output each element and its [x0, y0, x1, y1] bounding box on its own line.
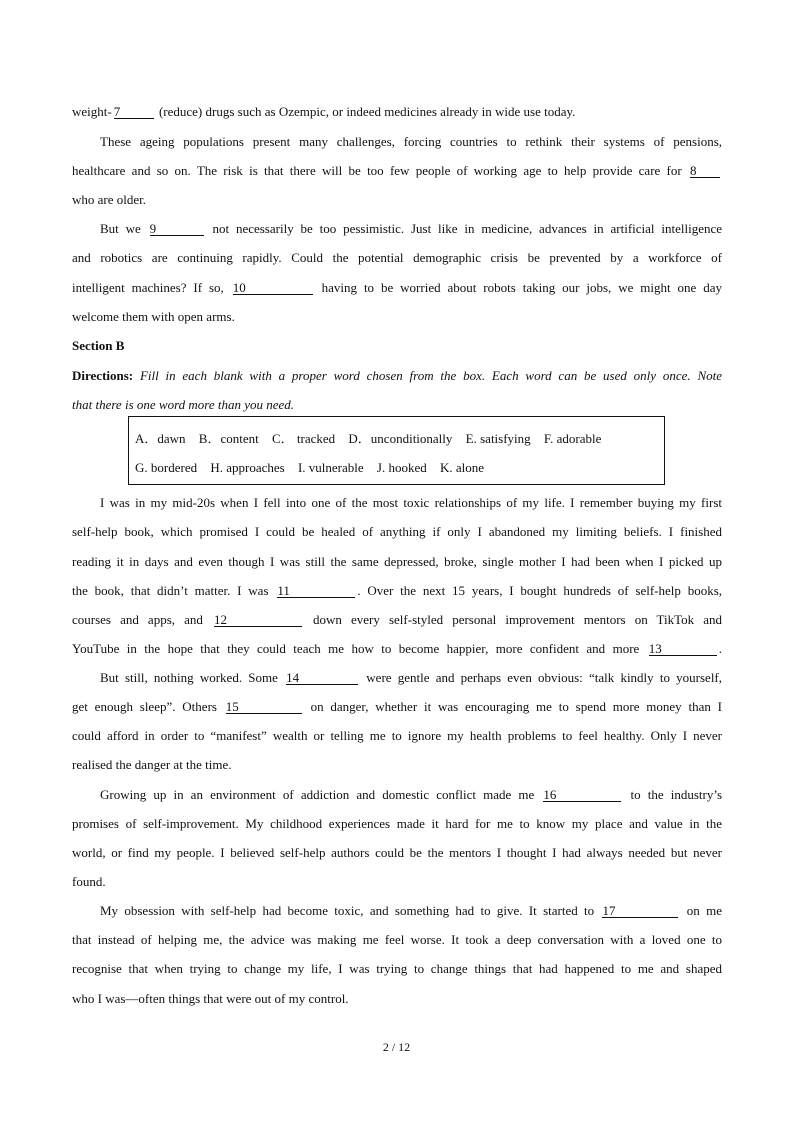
page-number: 2 / 12 [382, 1040, 411, 1054]
blank-17[interactable]: 17 [602, 904, 678, 918]
paragraph-line: YouTube in the hope that they could teach me how to become happier, more confident and more 13 . [72, 641, 722, 656]
blank-16[interactable]: 16 [543, 788, 621, 802]
word-option: C． tracked [271, 431, 336, 446]
paragraph-line: and robotics are continuing rapidly. Could the potential demographic crisis be prevented by a workforce of [72, 250, 722, 265]
word-option: J. hooked [376, 460, 427, 475]
paragraph-line: the book, that didn’t matter. I was 11 . Over the next 15 years, I bought hundreds of self-help books, [72, 583, 723, 598]
paragraph-line: weight- 7 (reduce) drugs such as Ozempic, or indeed medicines already in wide use today. [72, 104, 576, 119]
paragraph-line: healthcare and so on. The risk is that there will be too few people of working age to help provide care for 8 [72, 163, 722, 179]
blank-14[interactable]: 14 [286, 671, 358, 685]
paragraph-line: I was in my mid-20s when I fell into one of the most toxic relationships of my life. I remember buying my first [100, 495, 722, 510]
blank-9[interactable]: 9 [150, 222, 204, 236]
paragraph-line: get enough sleep”. Others 15 on danger, whether it was encouraging me to spend more money than I [72, 699, 723, 714]
word-bank-row [135, 460, 494, 476]
word-option: D．unconditionally [348, 431, 453, 446]
paragraph-line: realised the danger at the time. [72, 757, 232, 772]
directions-line: that there is one word more than you need. [72, 397, 295, 412]
paragraph-line: Growing up in an environment of addiction and domestic conflict made me 16 to the industry’s [100, 787, 723, 802]
word-option: E. satisfying [465, 431, 531, 446]
blank-7[interactable]: 7 [114, 105, 154, 119]
paragraph-line: self-help book, which promised I could be healed of anything if only I abandoned my limiting beliefs. I finished [72, 524, 722, 539]
paragraph-line: promises of self-improvement. My childhood experiences made it hard for me to know my place and value in the [72, 816, 722, 831]
paragraph-line: could afford in order to “manifest” wealth or telling me to ignore my health problems to feel healthy. Only I never [72, 728, 722, 743]
word-option: F. adorable [543, 431, 602, 446]
blank-10[interactable]: 10 [233, 281, 313, 295]
paragraph-line: intelligent machines? If so, 10 having to be worried about robots taking our jobs, we might one day [72, 280, 722, 295]
word-option: G. bordered [135, 460, 198, 475]
blank-11[interactable]: 11 [277, 584, 355, 598]
paragraph-line: found. [72, 874, 106, 889]
paragraph-line: world, or find my people. I believed self-help authors could be the mentors I thought I had always needed but never [72, 845, 722, 860]
word-option: A．dawn [135, 431, 186, 446]
blank-8[interactable]: 8 [690, 164, 720, 178]
paragraph-line: that instead of helping me, the advice was making me feel worse. It took a deep conversation with a loved one to [72, 932, 722, 947]
word-option: B．content [198, 431, 259, 446]
paragraph-line: My obsession with self-help had become toxic, and something had to give. It started to 17 on me [100, 903, 722, 918]
paragraph-line: welcome them with open arms. [72, 309, 235, 324]
paragraph-line: But we 9 not necessarily be too pessimistic. Just like in medicine, advances in artificial intelligence [100, 221, 723, 236]
word-option: H. approaches [210, 460, 285, 475]
blank-15[interactable]: 15 [226, 700, 302, 714]
blank-13[interactable]: 13 [649, 642, 717, 656]
paragraph-line: who I was—often things that were out of my control. [72, 991, 349, 1006]
paragraph-line: reading it in days and even though I was still the same depressed, broke, single mother I had been when I picked up [72, 554, 722, 569]
word-bank-box [128, 416, 665, 485]
blank-12[interactable]: 12 [214, 613, 302, 627]
paragraph-line: These ageing populations present many challenges, forcing countries to rethink their systems of pensions, [100, 134, 722, 149]
paragraph-line: who are older. [72, 192, 147, 207]
word-bank-row [135, 431, 611, 447]
directions-line: Directions: Fill in each blank with a proper word chosen from the box. Each word can be used only once. Note [72, 368, 722, 383]
word-option: K. alone [440, 460, 485, 475]
paragraph-line: recognise that when trying to change my life, I was trying to change things that had happened to me and shaped [72, 961, 722, 976]
paragraph-line: But still, nothing worked. Some 14 were gentle and perhaps even obvious: “talk kindly to yourself, [100, 670, 723, 685]
section-title: Section B [72, 338, 125, 353]
paragraph-line: courses and apps, and 12 down every self-styled personal improvement mentors on TikTok and [72, 612, 723, 627]
word-option: I. vulnerable [297, 460, 364, 475]
